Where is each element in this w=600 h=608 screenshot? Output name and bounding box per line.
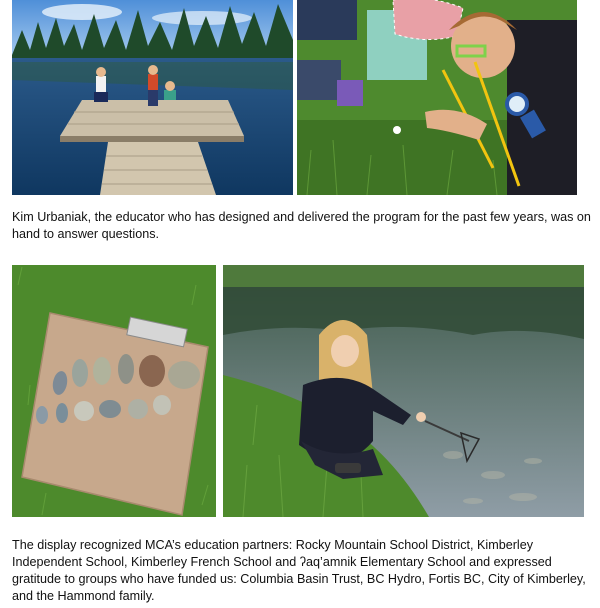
caption-educator: Kim Urbaniak, the educator who has designed and delivered the program for the past few years, was on hand to answer questions. (12, 210, 591, 241)
clipboard-rocks-photo-icon (12, 265, 216, 517)
caption-partners: The display recognized MCA’s education partners: Rocky Mountain School District, Kimberley Independent School, Kimberley French School and ʔaq’amnik Elementary School and expressed gratitude to groups who have funded us: Columbia Basin Trust, BC Hydro, Fortis BC, City of Kimberley, and the Hammond family. (12, 538, 586, 603)
clipboard-rocks-photo (12, 265, 216, 517)
lake-dock-children-photo-icon (12, 0, 293, 195)
children-magnifying-glass-photo-icon (297, 0, 577, 195)
lake-dock-photo (12, 0, 293, 195)
magnifier-photo (297, 0, 577, 195)
dip-net-photo (223, 265, 584, 517)
girl-dip-net-photo-icon (223, 265, 584, 517)
